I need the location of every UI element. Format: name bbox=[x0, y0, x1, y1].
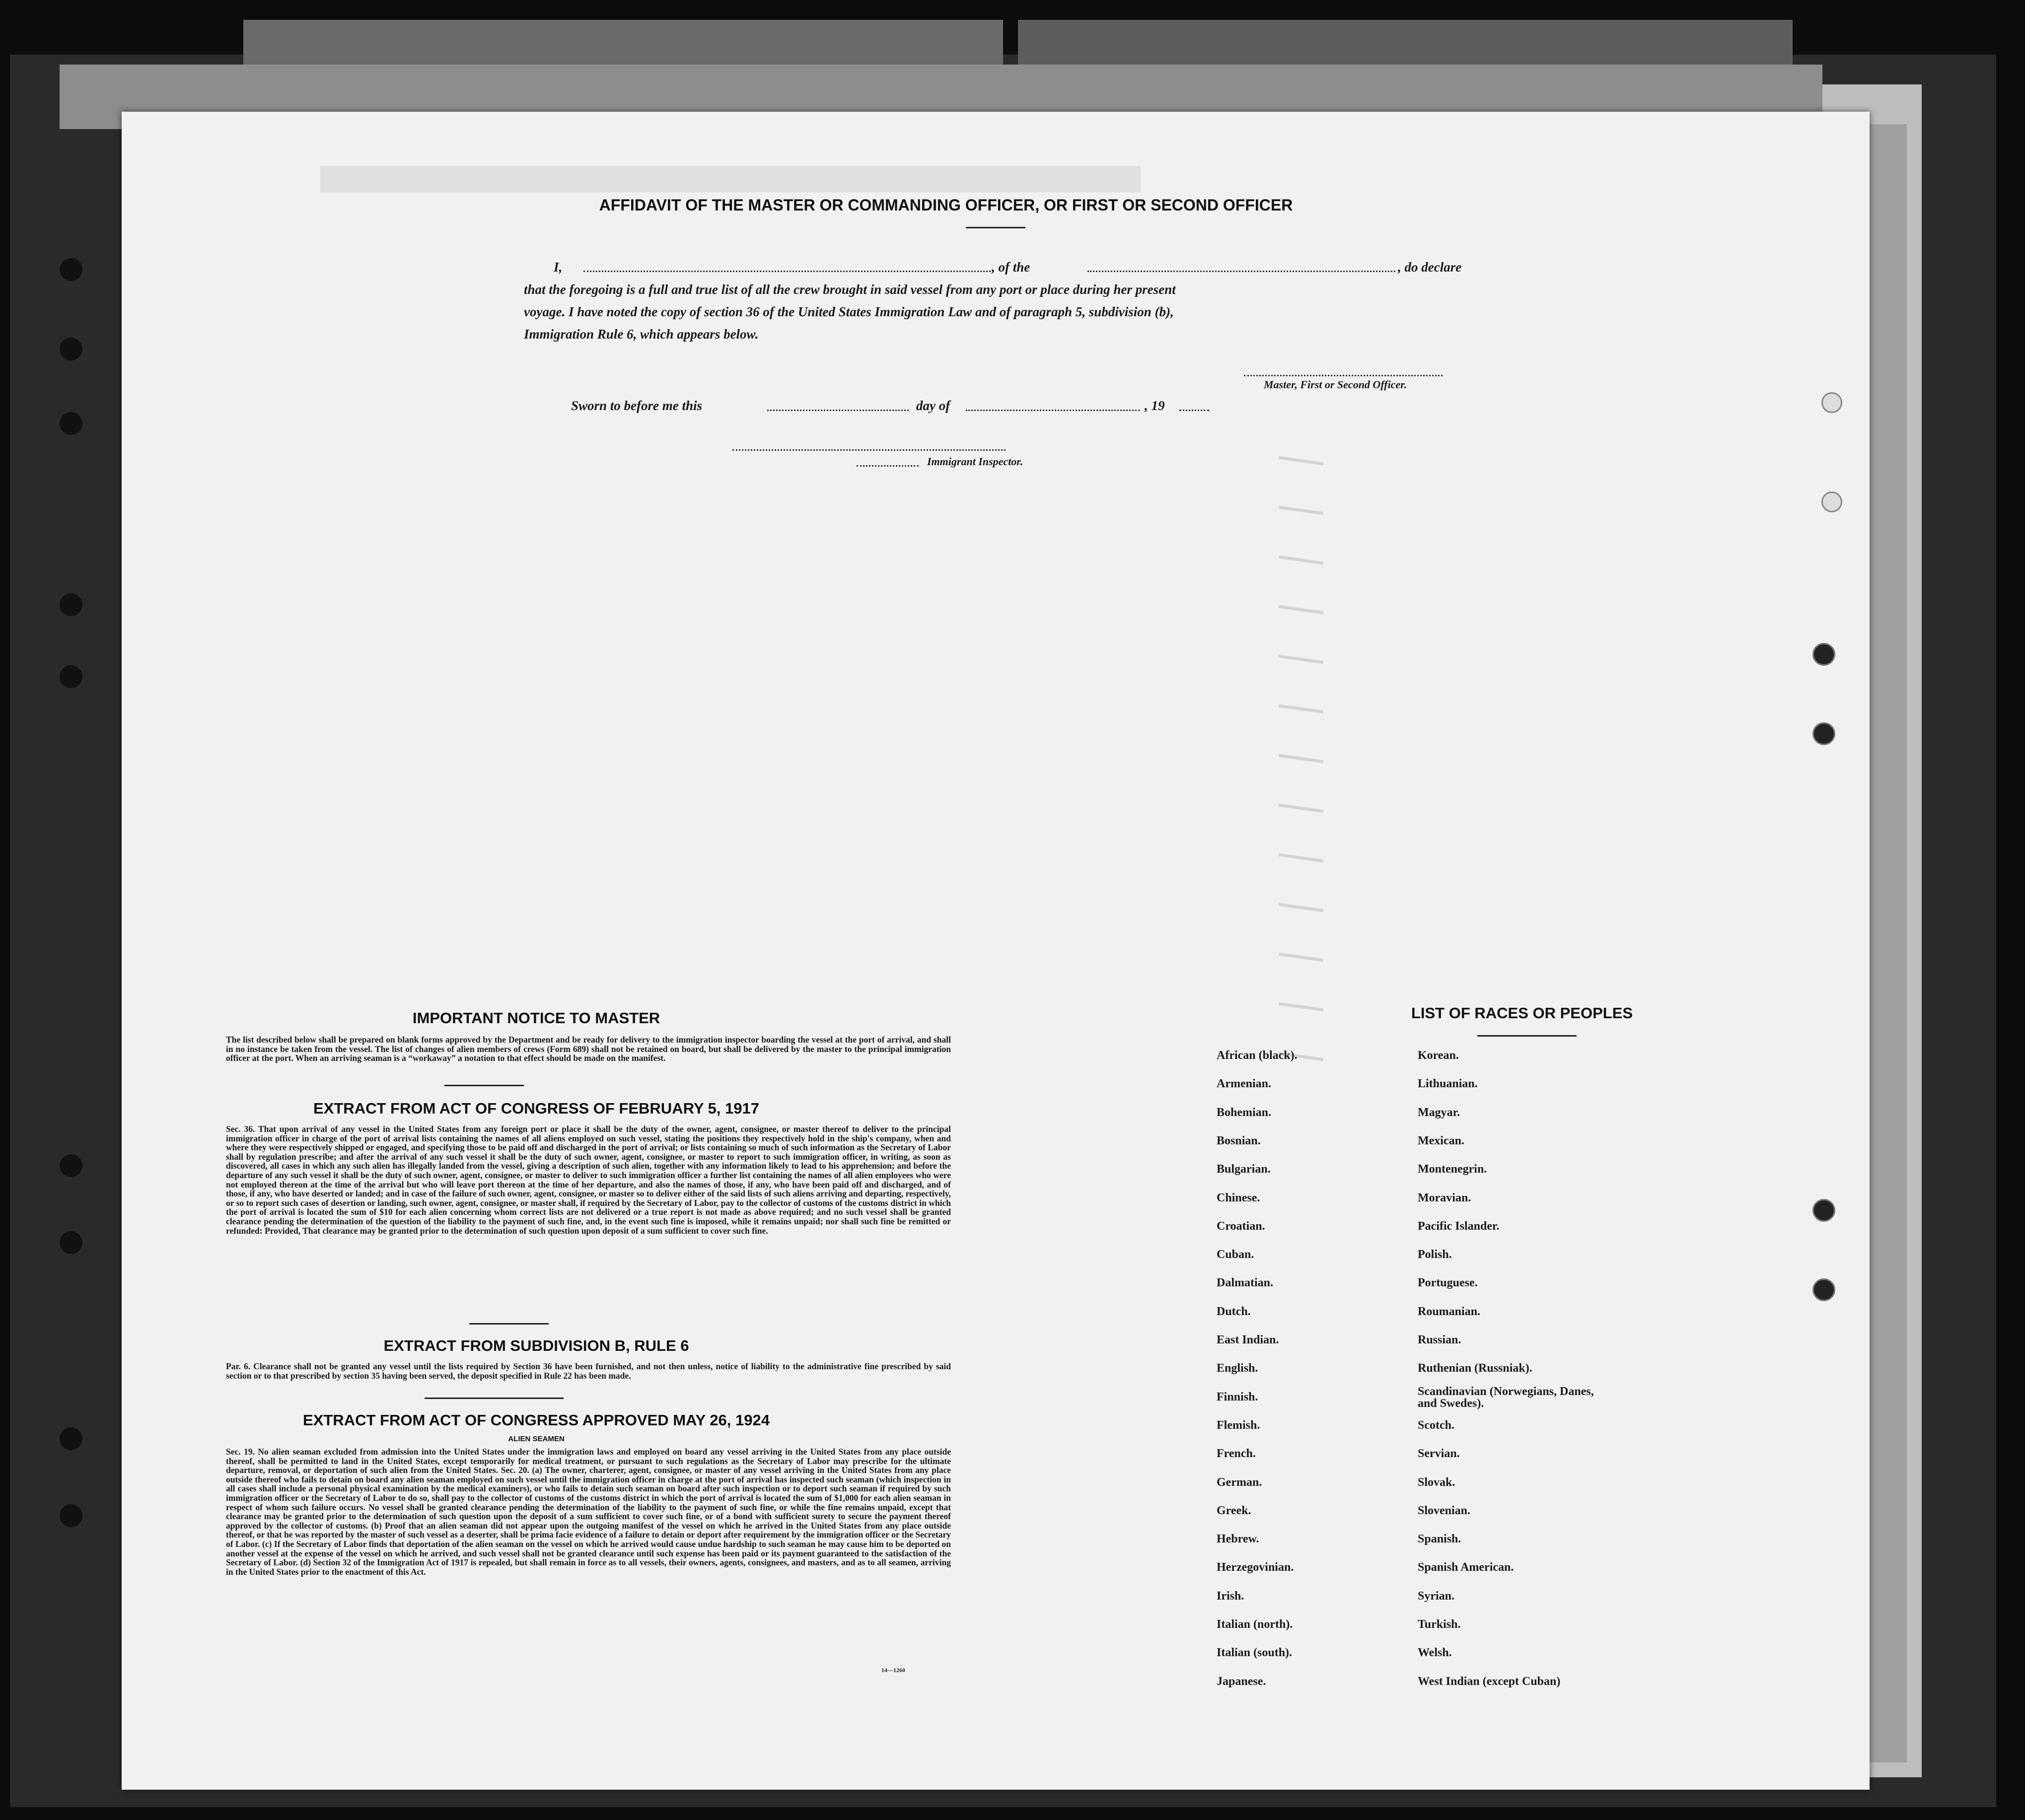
affidavit-line-3: voyage. I have noted the copy of section 36 of the United States Immigration Law and of paragraph 5, subdivision (b), bbox=[524, 304, 1174, 319]
pen-mark bbox=[1279, 605, 1323, 614]
day-of-label: day of bbox=[916, 398, 950, 413]
race-item-left: Irish. bbox=[1217, 1589, 1244, 1603]
race-item-right: Slovenian. bbox=[1418, 1504, 1471, 1517]
do-declare-label: , do declare bbox=[1398, 260, 1462, 275]
races-title: LIST OF RACES OR PEOPLES bbox=[1411, 1004, 1633, 1022]
race-item-left: Bulgarian. bbox=[1217, 1163, 1271, 1176]
name-field[interactable] bbox=[583, 271, 991, 272]
binder-hole bbox=[60, 1154, 82, 1177]
race-item-right: Syrian. bbox=[1418, 1589, 1455, 1603]
race-item-left: Bohemian. bbox=[1217, 1106, 1272, 1119]
race-item-left: Bosnian. bbox=[1217, 1134, 1261, 1147]
race-item-left: Chinese. bbox=[1217, 1191, 1260, 1204]
race-item-right: Welsh. bbox=[1418, 1646, 1452, 1660]
race-item-right: Lithuanian. bbox=[1418, 1077, 1478, 1091]
race-item-left: French. bbox=[1217, 1447, 1256, 1461]
notice-title: IMPORTANT NOTICE TO MASTER bbox=[412, 1009, 660, 1027]
race-item-right: Pacific Islander. bbox=[1418, 1219, 1500, 1233]
race-item-right: Montenegrin. bbox=[1418, 1163, 1487, 1176]
affidavit-line-4: Immigration Rule 6, which appears below. bbox=[524, 327, 759, 342]
pen-mark bbox=[1279, 754, 1323, 763]
pen-mark bbox=[1279, 903, 1323, 912]
race-item-right: Turkish. bbox=[1418, 1618, 1461, 1631]
extract-rule6-body: Par. 6. Clearance shall not be granted any vessel until the lists required by Section 36 have been furnished, and not then unless, notice of liability to the administrative fine prescribed by said section or to that prescribed by section 35 having been served, the deposit specified in Rule 22 has been made. bbox=[226, 1361, 951, 1381]
form-number: 14—1260 bbox=[881, 1667, 905, 1674]
binder-hole bbox=[60, 1427, 82, 1450]
race-item-right: Spanish. bbox=[1418, 1533, 1461, 1546]
binder-hole bbox=[60, 258, 82, 281]
affidavit-title: AFFIDAVIT OF THE MASTER OR COMMANDING OFFICER, OR FIRST OR SECOND OFFICER bbox=[599, 196, 1293, 214]
pen-mark bbox=[1279, 953, 1323, 962]
section-divider bbox=[469, 1323, 549, 1325]
race-item-right: West Indian (except Cuban) bbox=[1418, 1675, 1561, 1688]
sworn-label: Sworn to before me this bbox=[571, 398, 703, 413]
inspector-prefix-field[interactable] bbox=[857, 465, 919, 467]
extract-1917-body: Sec. 36. That upon arrival of any vessel in the United States from any foreign port or place it shall be the duty of the owner, agent, consignee, or master thereof to deliver to the principal immigration officer in charge of the port of arrival lists containing the names of all aliens employed on such vessel, stating the positions they respectively hold in the ship's company, when and where they were respectively shipped or engaged, and specifying those to be paid off and discharged in the port of arrival; or lists containing so much of such information as the Secretary of Labor shall by regulation prescribe; and after the arrival of any such vessel it shall be the duty of such owner, agent, consignee, or master to report to such immigration officer, in writing, as soon as discovered, all cases in which any such alien has illegally landed from the vessel, giving a description of such alien, together with any information likely to lead to his apprehension; and before the departure of any such vessel it shall be the duty of such owner, agent, consignee, or master to deliver to such immigration officer a further list containing the names of all alien employees who were not employed thereon at the time of the arrival but who will leave port thereon at the time of her departure, and also the names of those, if any, who have been paid off and discharged, and of those, if any, who have deserted or landed; and in case of the failure of such owner, agent, consignee, or master so to deliver either of the said lists of such aliens arriving and departing, respectively, or so to report such cases of desertion or landing, such owner, agent, consignee, or master shall, if required by the Secretary of Labor, pay to the collector of customs of the customs district in which the port of arrival is located the sum of $10 for each alien concerning whom correct lists are not delivered or a true report is not made as above required; and no such vessel shall be granted clearance pending the determination of the question of the liability to the payment of such fine, and, in the event such fine is imposed, while it remains unpaid; nor shall such fine be remitted or refunded: Provided, That clearance may be granted prior to the determination of such question upon deposit of a sum sufficient to cover such fine. bbox=[226, 1124, 951, 1236]
race-item-left: Italian (south). bbox=[1217, 1646, 1293, 1660]
binder-hole bbox=[60, 1504, 82, 1527]
race-item-left: Flemish. bbox=[1217, 1418, 1260, 1432]
races-underline bbox=[1477, 1035, 1577, 1037]
pen-mark bbox=[1279, 456, 1323, 465]
title-underline bbox=[966, 227, 1025, 228]
notice-body: The list described below shall be prepared on blank forms approved by the Department and be ready for delivery to the immigration inspector boarding the vessel at the port of arrival, and shall in no instance be taken from the vessel. The list of changes of alien members of crews (Form 689) shall not be retained on board, but shall be delivered by the master to the principal immigration officer at the port. When an arriving seaman is a “workaway” a notation to that effect should be made on the manifest. bbox=[226, 1035, 951, 1063]
master-signature-field[interactable] bbox=[1244, 375, 1443, 376]
pen-mark bbox=[1279, 804, 1323, 813]
race-item-right: Mexican. bbox=[1418, 1134, 1464, 1147]
sworn-month-field[interactable] bbox=[966, 410, 1140, 411]
race-item-right: Russian. bbox=[1418, 1333, 1461, 1346]
race-item-right: Servian. bbox=[1418, 1447, 1460, 1461]
punch-ring bbox=[1821, 491, 1842, 512]
race-item-left: African (black). bbox=[1217, 1049, 1298, 1062]
race-item-left: Greek. bbox=[1217, 1504, 1251, 1517]
binder-hole bbox=[1812, 1278, 1835, 1301]
race-item-right: Slovak. bbox=[1418, 1475, 1455, 1489]
binder-hole bbox=[60, 1231, 82, 1254]
race-item-right: Ruthenian (Russniak). bbox=[1418, 1362, 1532, 1375]
binder-hole bbox=[1812, 722, 1835, 745]
race-item-right: Moravian. bbox=[1418, 1191, 1471, 1204]
year-label: , 19 bbox=[1145, 398, 1165, 413]
race-item-right: Portuguese. bbox=[1418, 1276, 1478, 1290]
alien-seamen-subtitle: ALIEN SEAMEN bbox=[508, 1435, 565, 1443]
inspector-signature-field[interactable] bbox=[732, 449, 1006, 451]
section-divider bbox=[444, 1085, 524, 1086]
race-item-right: Roumanian. bbox=[1418, 1305, 1481, 1318]
race-item-left: Japanese. bbox=[1217, 1675, 1266, 1688]
bleed-through-text: █████████████████████████████████████████████████████ bbox=[320, 166, 1141, 191]
sworn-day-field[interactable] bbox=[767, 410, 909, 411]
race-item-right: Spanish American. bbox=[1418, 1561, 1514, 1574]
binder-hole bbox=[60, 665, 82, 688]
sworn-year-field[interactable] bbox=[1179, 410, 1209, 411]
race-item-right: Magyar. bbox=[1418, 1106, 1460, 1119]
race-item-left: Finnish. bbox=[1217, 1390, 1258, 1403]
binder-hole bbox=[60, 593, 82, 616]
race-item-right: Korean. bbox=[1418, 1049, 1459, 1062]
vessel-field[interactable] bbox=[1087, 271, 1395, 272]
extract-1924-title: EXTRACT FROM ACT OF CONGRESS APPROVED MAY 26, 1924 bbox=[303, 1411, 770, 1429]
declare-i-label: I, bbox=[554, 260, 563, 275]
pen-mark bbox=[1279, 655, 1323, 664]
race-item-left: Dutch. bbox=[1217, 1305, 1251, 1318]
extract-1917-title: EXTRACT FROM ACT OF CONGRESS OF FEBRUARY 5, 1917 bbox=[313, 1100, 759, 1117]
manifest-page bbox=[122, 112, 1870, 1790]
binder-hole bbox=[1812, 1199, 1835, 1222]
binder-hole bbox=[60, 412, 82, 435]
race-item-left: Italian (north). bbox=[1217, 1618, 1293, 1631]
race-item-left: Dalmatian. bbox=[1217, 1276, 1273, 1290]
right-page-edge bbox=[1870, 124, 1907, 1762]
race-item-right: Scotch. bbox=[1418, 1418, 1454, 1432]
binder-hole bbox=[1812, 643, 1835, 666]
race-item-left: Herzegovinian. bbox=[1217, 1561, 1294, 1574]
binder-hole bbox=[60, 338, 82, 360]
race-item-left: Cuban. bbox=[1217, 1248, 1254, 1261]
pen-mark bbox=[1279, 704, 1323, 713]
pen-mark bbox=[1279, 556, 1323, 564]
race-item-left: East Indian. bbox=[1217, 1333, 1279, 1346]
race-item-right: Scandinavian (Norwegians, Danes, and Swedes). bbox=[1418, 1385, 1594, 1410]
race-item-left: English. bbox=[1217, 1362, 1258, 1375]
inspector-label: Immigrant Inspector. bbox=[927, 455, 1023, 468]
master-signature-label: Master, First or Second Officer. bbox=[1264, 378, 1407, 391]
of-the-label: , of the bbox=[992, 260, 1030, 275]
race-item-left: Armenian. bbox=[1217, 1077, 1271, 1091]
punch-ring bbox=[1821, 392, 1842, 413]
race-item-right: Polish. bbox=[1418, 1248, 1452, 1261]
pen-mark bbox=[1279, 853, 1323, 862]
race-item-left: German. bbox=[1217, 1475, 1262, 1489]
race-item-left: Hebrew. bbox=[1217, 1533, 1259, 1546]
section-divider bbox=[425, 1398, 564, 1399]
extract-1924-body: Sec. 19. No alien seaman excluded from admission into the United States under the immigration laws and employed on board any vessel arriving in the United States from any place outside thereof, shall be permitted to land in the United States, except temporarily for medical treatment, or pursuant to such regulations as the Secretary of Labor may prescribe for the ultimate departure, removal, or deportation of such alien from the United States. Sec. 20. (a) The owner, charterer, agent, consignee, or master of any vessel arriving in the United States from any place outside thereof who fails to detain on board any alien seaman employed on such vessel until the immigration officer in charge at the port of arrival has inspected such seaman (which inspection in all cases shall include a personal physical examination by the medical examiners), or who fails to detain such seaman on board after such inspection or to deport such seaman if required by such immigration officer or the Secretary of Labor to do so, shall pay to the collector of customs of the customs district in which the port of arrival is located the sum of $1,000 for each alien seaman in respect of whom such failure occurs. No vessel shall be granted clearance pending the determination of the liability to the payment of such fine, or while the fine remains unpaid, except that clearance may be granted prior to the determination of such question upon the deposit of a sum sufficient to cover such fine, or of a bond with sufficient surety to secure the payment thereof approved by the collector of customs. (b) Proof that an alien seaman did not appear upon the outgoing manifest of the vessel on which he arrived in the United States from any place outside thereof, or that he was reported by the master of such vessel as a deserter, shall be prima facie evidence of a failure to detain or deport after requirement by the immigration officer or the Secretary of Labor. (c) If the Secretary of Labor finds that deportation of the alien seaman on the vessel on which he arrived would cause undue hardship to such seaman he may cause him to be deported on another vessel at the expense of the vessel on which he arrived, and such vessel shall not be granted clearance until such expense has been paid or its payment guaranteed to the satisfaction of the Secretary of Labor. (d) Section 32 of the Immigration Act of 1917 is repealed, but shall remain in force as to all vessels, their owners, agents, consignees, and masters, and as to all seamen, arriving in the United States prior to the enactment of this Act. bbox=[226, 1447, 951, 1577]
pen-mark bbox=[1279, 506, 1323, 515]
extract-rule6-title: EXTRACT FROM SUBDIVISION B, RULE 6 bbox=[383, 1337, 689, 1354]
affidavit-line-2: that the foregoing is a full and true list of all the crew brought in said vessel from any port or place during her present bbox=[524, 282, 1176, 297]
race-item-left: Croatian. bbox=[1217, 1219, 1265, 1233]
